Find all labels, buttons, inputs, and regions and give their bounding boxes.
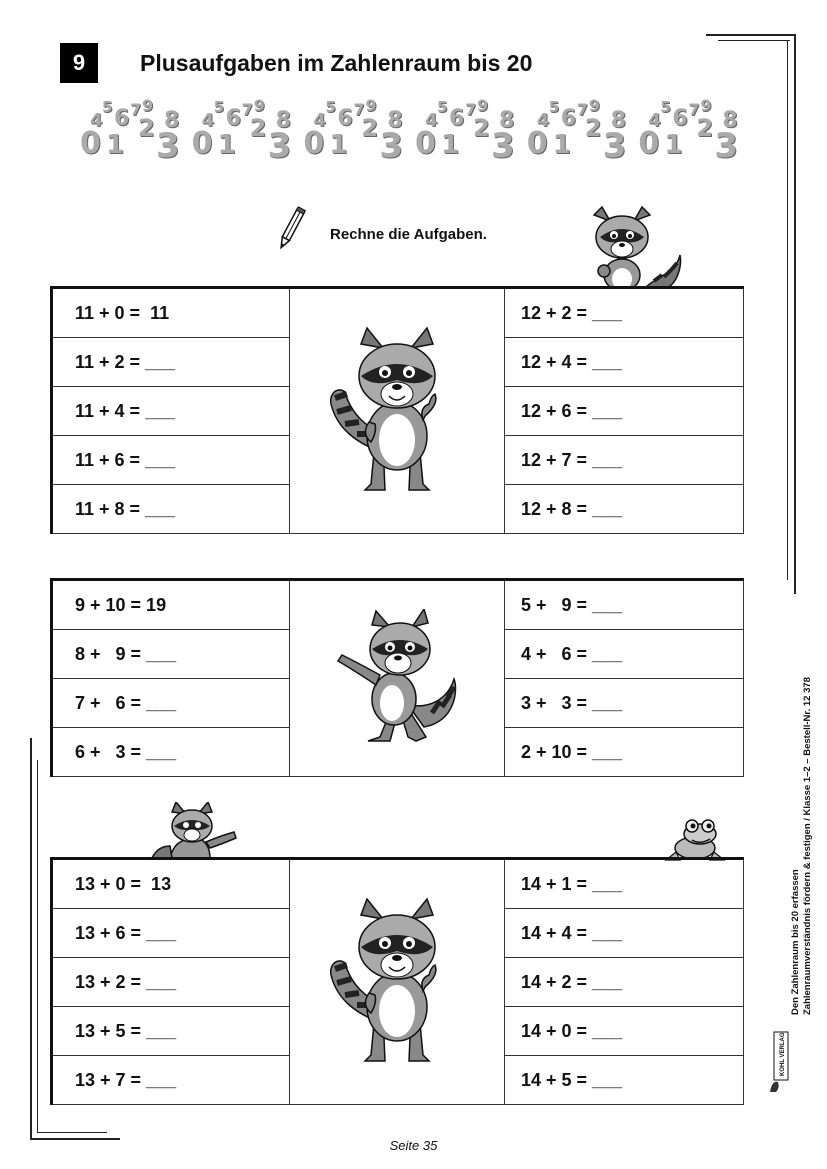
number-strip-group: [78, 96, 190, 168]
frame-line-top-right: [706, 34, 796, 36]
number-strip-digit: 2: [473, 114, 490, 142]
number-strip-digit: 2: [584, 114, 602, 142]
number-strip-digit: 7: [353, 100, 365, 119]
number-strip-digit: 5: [102, 98, 113, 116]
number-strip-digit: 2: [361, 114, 379, 142]
raccoon-illustration: [332, 609, 462, 749]
number-strip-digit: 4: [425, 110, 438, 131]
equation-cell[interactable]: 13 + 2 = ___: [53, 958, 289, 1007]
number-strip-digit: 1: [664, 130, 683, 160]
frame-line-left: [30, 738, 32, 1140]
number-strip-digit: 8: [275, 108, 291, 133]
equation-cell[interactable]: 12 + 8 = ___: [505, 485, 743, 534]
block-2-left-column: [53, 581, 290, 777]
raccoon-illustration: [150, 802, 240, 858]
equation-cell[interactable]: 13 + 0 = 13: [53, 860, 289, 909]
equation-cell[interactable]: 11 + 8 = ___: [53, 485, 289, 534]
number-strip-group: [413, 96, 525, 168]
exercise-block-1: [50, 286, 744, 534]
exercise-block-3: [50, 857, 744, 1105]
pencil-icon: [276, 206, 306, 252]
number-strip-digit: 9: [142, 96, 154, 115]
number-strip-digit: 6: [225, 106, 241, 131]
equation-cell[interactable]: 13 + 6 = ___: [53, 909, 289, 958]
equation-cell[interactable]: 5 + 9 = ___: [505, 581, 743, 630]
svg-text:KOHL VERLAG: KOHL VERLAG: [780, 1032, 786, 1076]
number-strip-digit: 0: [191, 126, 213, 161]
number-strip-digit: 9: [253, 96, 265, 115]
raccoon-illustration: [327, 324, 467, 499]
number-strip-digit: 5: [325, 98, 336, 116]
equation-cell[interactable]: 3 + 3 = ___: [505, 679, 743, 728]
frame-line-right: [794, 34, 796, 594]
number-strip-digit: 9: [477, 96, 489, 115]
number-strip-digit: 8: [387, 108, 403, 133]
instruction-text: Rechne die Aufgaben.: [330, 226, 487, 243]
number-strip-digit: 6: [449, 106, 465, 131]
number-strip-digit: 0: [526, 126, 548, 161]
equation-cell[interactable]: 14 + 4 = ___: [505, 909, 743, 958]
sidebar-line-1: Den Zahlenraum bis 20 erfassen: [790, 869, 801, 1015]
number-strip-digit: 6: [114, 106, 130, 131]
number-strip-digit: 3: [602, 126, 627, 166]
equation-cell[interactable]: 12 + 7 = ___: [505, 436, 743, 485]
number-strip-digit: 6: [560, 106, 576, 131]
number-strip-digit: 4: [536, 110, 550, 131]
number-strip-digit: 7: [688, 100, 700, 119]
equation-cell[interactable]: 7 + 6 = ___: [53, 679, 289, 728]
number-strip-digit: 5: [437, 98, 448, 116]
exercise-block-2: [50, 578, 744, 777]
number-strip-digit: 3: [156, 126, 180, 166]
page-footer: Seite 35: [389, 1138, 438, 1153]
number-strip-digit: 1: [106, 130, 125, 160]
equation-cell[interactable]: 11 + 6 = ___: [53, 436, 289, 485]
exercise-number: 9: [60, 43, 98, 83]
publisher-logo: [768, 1030, 790, 1092]
equation-cell[interactable]: 4 + 6 = ___: [505, 630, 743, 679]
number-strip-digit: 0: [80, 126, 101, 161]
number-strip-digit: 0: [638, 126, 660, 161]
number-strip-digit: 2: [696, 114, 714, 142]
number-strip-digit: 2: [138, 114, 155, 142]
sidebar-line-2: Zahlenraumverständnis fördern & festigen / Klasse 1–2 – Bestell-Nr. 12 378: [802, 677, 813, 1015]
block-1-left-column: [53, 289, 290, 534]
number-strip-digit: 0: [415, 126, 436, 161]
number-strip-digit: 7: [241, 100, 253, 119]
number-strip-digit: 9: [700, 96, 712, 115]
raccoon-illustration: [584, 205, 684, 289]
block-1-right-column: [505, 289, 744, 534]
equation-cell[interactable]: 2 + 10 = ___: [505, 728, 743, 777]
number-strip-digit: 7: [465, 100, 477, 119]
equation-cell[interactable]: 14 + 5 = ___: [505, 1056, 743, 1105]
number-strip-digit: 4: [313, 110, 326, 131]
page-title: Plusaufgaben im Zahlenraum bis 20: [140, 50, 533, 76]
block-3-left-column: [53, 860, 290, 1105]
number-strip-digit: 8: [722, 108, 738, 133]
block-3-image-cell: [290, 860, 505, 1105]
equation-cell[interactable]: 14 + 0 = ___: [505, 1007, 743, 1056]
number-strip-digit: 7: [576, 100, 588, 119]
frame-line-bottom-2: [37, 1132, 107, 1133]
number-strip-digit: 5: [548, 98, 560, 116]
number-strip-digit: 3: [714, 126, 739, 166]
block-3-right-column: [505, 860, 744, 1105]
equation-cell[interactable]: 13 + 5 = ___: [53, 1007, 289, 1056]
equation-cell[interactable]: 8 + 9 = ___: [53, 630, 289, 679]
frame-line-right-2: [787, 40, 788, 580]
number-strip-digit: 8: [164, 108, 180, 133]
equation-cell[interactable]: 14 + 2 = ___: [505, 958, 743, 1007]
number-strip-digit: 8: [499, 108, 515, 133]
number-strip-digit: 6: [672, 106, 688, 131]
block-2-image-cell: [290, 581, 505, 777]
number-strip-digit: 9: [365, 96, 377, 115]
equation-cell[interactable]: 12 + 2 = ___: [505, 289, 743, 338]
frame-line-left-2: [37, 760, 38, 1132]
number-strip-digit: 5: [213, 98, 225, 116]
number-strip-digit: 7: [130, 100, 142, 119]
raccoon-illustration: [327, 895, 467, 1070]
block-2-right-column: [505, 581, 744, 777]
equation-cell[interactable]: 9 + 10 = 19: [53, 581, 289, 630]
number-strip-group: [301, 96, 413, 168]
equation-cell[interactable]: 12 + 6 = ___: [505, 387, 743, 436]
equation-cell[interactable]: 11 + 2 = ___: [53, 338, 289, 387]
number-strip-digit: 4: [90, 110, 103, 131]
number-strip-group: [525, 96, 637, 168]
number-strip-digit: 0: [303, 126, 325, 161]
number-strip-group: [190, 96, 302, 168]
number-strip-digit: 3: [491, 126, 515, 166]
equation-cell[interactable]: 11 + 4 = ___: [53, 387, 289, 436]
number-strip-digit: 1: [552, 130, 571, 160]
number-strip-digit: 4: [648, 110, 661, 131]
number-strip-digit: 9: [588, 96, 600, 115]
number-strip-digit: 5: [660, 98, 671, 116]
block-1-image-cell: [290, 289, 505, 534]
number-strip: [78, 96, 748, 168]
frog-illustration: [664, 818, 726, 862]
equation-cell[interactable]: 6 + 3 = ___: [53, 728, 289, 777]
number-strip-digit: 2: [249, 114, 267, 142]
number-strip-digit: 1: [441, 130, 460, 160]
frame-line-top-right-2: [718, 40, 790, 41]
number-strip-digit: 6: [337, 106, 353, 131]
number-strip-digit: 1: [329, 130, 348, 160]
number-strip-digit: 1: [217, 130, 236, 160]
number-strip-digit: 4: [201, 110, 215, 131]
equation-cell[interactable]: 14 + 1 = ___: [505, 860, 743, 909]
equation-cell[interactable]: 12 + 4 = ___: [505, 338, 743, 387]
equation-cell[interactable]: 13 + 7 = ___: [53, 1056, 289, 1105]
number-strip-group: [636, 96, 748, 168]
number-strip-digit: 3: [267, 126, 292, 166]
number-strip-digit: 3: [379, 126, 404, 166]
sidebar-publisher-info: [790, 677, 814, 1015]
equation-cell[interactable]: 11 + 0 = 11: [53, 289, 289, 338]
number-strip-digit: 8: [610, 108, 626, 133]
